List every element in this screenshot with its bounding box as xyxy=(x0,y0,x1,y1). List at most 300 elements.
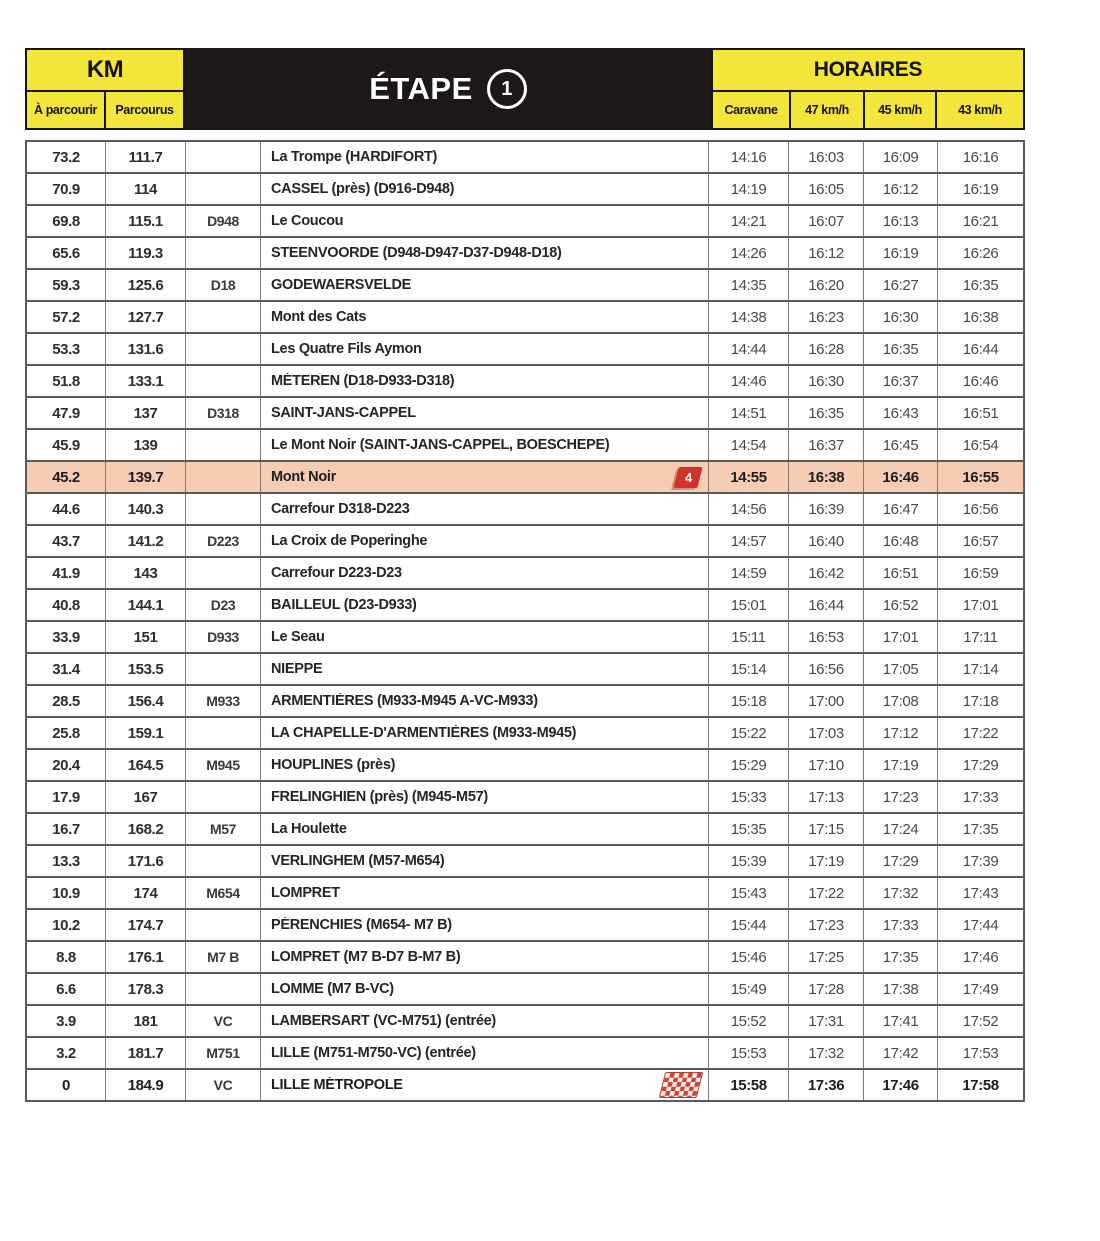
cell-road: M654 xyxy=(186,878,261,908)
cell-time-47kmh: 17:25 xyxy=(789,942,864,972)
cell-time-43kmh: 16:38 xyxy=(962,308,999,326)
cell-time-45kmh: 17:32 xyxy=(864,878,938,908)
location-label: LOMME (M7 B-VC) xyxy=(271,981,394,997)
cell-km-to-go: 0 xyxy=(27,1070,106,1100)
location-label: Le Mont Noir (SAINT-JANS-CAPPEL, BOESCHEPE) xyxy=(271,437,610,453)
table-row xyxy=(27,1070,1023,1100)
cell-km-to-go: 69.8 xyxy=(27,206,106,236)
cell-time-caravane: 15:52 xyxy=(709,1006,789,1036)
cell-km-done: 115.1 xyxy=(106,206,186,236)
column-header-45kmh: 45 km/h xyxy=(865,92,937,128)
cell-time-45kmh: 16:13 xyxy=(864,206,938,236)
cell-km-to-go: 10.9 xyxy=(27,878,106,908)
cell-km-to-go: 45.9 xyxy=(27,430,106,460)
location-label: NIEPPE xyxy=(271,661,323,677)
cell-road xyxy=(186,974,261,1004)
cell-km-done: 141.2 xyxy=(106,526,186,556)
cell-km-to-go: 31.4 xyxy=(27,654,106,684)
location-label: LILLE (M751-M750-VC) (entrée) xyxy=(271,1045,476,1061)
cell-road xyxy=(186,462,261,492)
cell-km-done: 151 xyxy=(106,622,186,652)
cell-km-to-go: 33.9 xyxy=(27,622,106,652)
cell-time-47kmh: 16:28 xyxy=(789,334,864,364)
location-label: VERLINGHEM (M57-M654) xyxy=(271,853,445,869)
cell-km-to-go: 73.2 xyxy=(27,142,106,172)
table-row xyxy=(27,334,1023,366)
table-row xyxy=(27,622,1023,654)
cell-km-done: 125.6 xyxy=(106,270,186,300)
location-label: Mont des Cats xyxy=(271,309,367,325)
cell-km-done: 127.7 xyxy=(106,302,186,332)
table-row xyxy=(27,302,1023,334)
cell-km-done: 159.1 xyxy=(106,718,186,748)
cell-time-45kmh: 17:46 xyxy=(864,1070,938,1100)
cell-time-45kmh: 16:47 xyxy=(864,494,938,524)
cell-location xyxy=(261,238,709,268)
cell-time-47kmh: 17:03 xyxy=(789,718,864,748)
location-label: GODEWAERSVELDE xyxy=(271,277,412,293)
cell-location xyxy=(261,270,709,300)
stage-number-circle-icon: 1 xyxy=(487,69,527,109)
cell-location xyxy=(261,686,709,716)
cell-road xyxy=(186,654,261,684)
cell-time-45kmh: 17:29 xyxy=(864,846,938,876)
table-row xyxy=(27,430,1023,462)
cell-time-caravane: 15:49 xyxy=(709,974,789,1004)
location-label: BAILLEUL (D23-D933) xyxy=(271,597,417,613)
cell-time-47kmh: 16:20 xyxy=(789,270,864,300)
cell-km-to-go: 51.8 xyxy=(27,366,106,396)
cell-time-45kmh: 17:19 xyxy=(864,750,938,780)
table-row xyxy=(27,1006,1023,1038)
cell-road xyxy=(186,494,261,524)
cell-location xyxy=(261,654,709,684)
cell-time-43kmh: 16:35 xyxy=(962,276,999,294)
cell-km-to-go: 47.9 xyxy=(27,398,106,428)
cell-location xyxy=(261,430,709,460)
cell-time-45kmh: 17:41 xyxy=(864,1006,938,1036)
cell-time-45kmh: 16:45 xyxy=(864,430,938,460)
cell-km-done: 181 xyxy=(106,1006,186,1036)
cell-time-caravane: 14:55 xyxy=(709,462,789,492)
table-row xyxy=(27,270,1023,302)
location-label: STEENVOORDE (D948-D947-D37-D948-D18) xyxy=(271,245,562,261)
cell-time-caravane: 14:59 xyxy=(709,558,789,588)
cell-km-done: 139.7 xyxy=(106,462,186,492)
cell-time-43kmh: 17:43 xyxy=(962,884,999,902)
cell-location xyxy=(261,878,709,908)
cell-time-43kmh: 16:21 xyxy=(962,212,999,230)
column-header-km-done: Parcourus xyxy=(115,103,174,117)
cell-km-done: 119.3 xyxy=(106,238,186,268)
cell-time-caravane: 14:35 xyxy=(709,270,789,300)
cell-time-47kmh: 17:00 xyxy=(789,686,864,716)
location-label: Mont Noir xyxy=(271,469,336,485)
cell-km-to-go: 44.6 xyxy=(27,494,106,524)
cell-time-caravane: 15:35 xyxy=(709,814,789,844)
cell-time-43kmh: 16:57 xyxy=(962,532,999,550)
cell-time-45kmh: 17:24 xyxy=(864,814,938,844)
cell-time-47kmh: 16:23 xyxy=(789,302,864,332)
cell-road xyxy=(186,238,261,268)
cell-time-45kmh: 17:01 xyxy=(864,622,938,652)
cell-km-done: 168.2 xyxy=(106,814,186,844)
cell-time-caravane: 14:57 xyxy=(709,526,789,556)
cell-location xyxy=(261,942,709,972)
horaires-header-block xyxy=(711,48,1025,130)
cell-time-47kmh: 17:32 xyxy=(789,1038,864,1068)
cell-km-to-go: 13.3 xyxy=(27,846,106,876)
table-row xyxy=(27,782,1023,814)
column-header-43kmh: 43 km/h xyxy=(958,103,1002,117)
table-row xyxy=(27,238,1023,270)
cell-road: M945 xyxy=(186,750,261,780)
cell-road: D933 xyxy=(186,622,261,652)
cell-time-47kmh: 16:37 xyxy=(789,430,864,460)
cell-road xyxy=(186,846,261,876)
cell-time-43kmh: 17:33 xyxy=(962,788,999,806)
cell-time-caravane: 14:26 xyxy=(709,238,789,268)
cell-time-43kmh: 17:46 xyxy=(962,948,999,966)
cell-km-to-go: 10.2 xyxy=(27,910,106,940)
cell-km-done: 114 xyxy=(106,174,186,204)
cell-time-caravane: 14:56 xyxy=(709,494,789,524)
location-label: La Croix de Poperinghe xyxy=(271,533,428,549)
cell-time-47kmh: 16:42 xyxy=(789,558,864,588)
cell-time-43kmh: 16:54 xyxy=(962,436,999,454)
cell-time-47kmh: 16:38 xyxy=(789,462,864,492)
cell-location xyxy=(261,206,709,236)
cell-km-done: 153.5 xyxy=(106,654,186,684)
table-row xyxy=(27,686,1023,718)
cell-time-45kmh: 17:12 xyxy=(864,718,938,748)
cell-time-45kmh: 16:09 xyxy=(864,142,938,172)
cell-time-47kmh: 17:31 xyxy=(789,1006,864,1036)
cell-road: M57 xyxy=(186,814,261,844)
cell-road: VC xyxy=(186,1006,261,1036)
cell-time-47kmh: 16:56 xyxy=(789,654,864,684)
location-label: CASSEL (près) (D916-D948) xyxy=(271,181,455,197)
cell-time-45kmh: 16:52 xyxy=(864,590,938,620)
cell-time-43kmh: 17:11 xyxy=(963,628,998,646)
cell-location xyxy=(261,846,709,876)
cell-road xyxy=(186,430,261,460)
cell-time-45kmh: 16:12 xyxy=(864,174,938,204)
cell-location xyxy=(261,1006,709,1036)
cell-time-47kmh: 17:23 xyxy=(789,910,864,940)
table-row xyxy=(27,142,1023,174)
table-body xyxy=(25,140,1025,1102)
cell-location xyxy=(261,750,709,780)
cell-time-47kmh: 16:30 xyxy=(789,366,864,396)
cell-km-done: 184.9 xyxy=(106,1070,186,1100)
cell-time-caravane: 15:39 xyxy=(709,846,789,876)
cell-km-to-go: 3.2 xyxy=(27,1038,106,1068)
cell-location xyxy=(261,1070,709,1100)
cell-location xyxy=(261,462,709,492)
cell-time-47kmh: 16:07 xyxy=(789,206,864,236)
cell-km-done: 111.7 xyxy=(106,142,186,172)
table-row xyxy=(27,174,1023,206)
cell-km-done: 164.5 xyxy=(106,750,186,780)
cell-km-to-go: 8.8 xyxy=(27,942,106,972)
table-row xyxy=(27,590,1023,622)
cell-location xyxy=(261,366,709,396)
cell-location xyxy=(261,718,709,748)
cell-road xyxy=(186,302,261,332)
cell-location xyxy=(261,302,709,332)
cell-km-done: 140.3 xyxy=(106,494,186,524)
cell-km-done: 181.7 xyxy=(106,1038,186,1068)
cell-time-43kmh: 16:26 xyxy=(962,244,999,262)
cell-time-45kmh: 17:05 xyxy=(864,654,938,684)
cell-km-done: 143 xyxy=(106,558,186,588)
cell-time-45kmh: 16:27 xyxy=(864,270,938,300)
cell-time-caravane: 15:44 xyxy=(709,910,789,940)
location-label: Carrefour D318-D223 xyxy=(271,501,410,517)
cell-time-caravane: 14:21 xyxy=(709,206,789,236)
cell-time-43kmh: 17:22 xyxy=(962,724,999,742)
finish-checkered-flag-icon xyxy=(659,1072,703,1098)
cell-time-43kmh: 17:58 xyxy=(962,1076,999,1094)
cell-km-to-go: 40.8 xyxy=(27,590,106,620)
cell-location xyxy=(261,398,709,428)
cell-time-43kmh: 17:14 xyxy=(962,660,999,678)
cell-time-caravane: 14:46 xyxy=(709,366,789,396)
cell-time-43kmh: 16:59 xyxy=(962,564,999,582)
cell-time-47kmh: 16:53 xyxy=(789,622,864,652)
cell-km-to-go: 28.5 xyxy=(27,686,106,716)
cell-time-43kmh: 17:44 xyxy=(962,916,999,934)
location-label: Les Quatre Fils Aymon xyxy=(271,341,422,357)
cell-time-43kmh: 17:18 xyxy=(962,692,999,710)
cell-location xyxy=(261,622,709,652)
cell-road xyxy=(186,366,261,396)
table-row xyxy=(27,750,1023,782)
table-row xyxy=(27,462,1023,494)
cell-time-47kmh: 17:10 xyxy=(789,750,864,780)
cell-km-to-go: 43.7 xyxy=(27,526,106,556)
cell-time-45kmh: 17:42 xyxy=(864,1038,938,1068)
cell-km-done: 131.6 xyxy=(106,334,186,364)
table-row xyxy=(27,366,1023,398)
location-label: FRELINGHIEN (près) (M945-M57) xyxy=(271,789,488,805)
cell-location xyxy=(261,910,709,940)
cell-time-caravane: 15:58 xyxy=(709,1070,789,1100)
cell-km-to-go: 16.7 xyxy=(27,814,106,844)
cell-time-45kmh: 16:35 xyxy=(864,334,938,364)
cell-km-to-go: 20.4 xyxy=(27,750,106,780)
cell-time-47kmh: 17:36 xyxy=(789,1070,864,1100)
cell-time-45kmh: 16:30 xyxy=(864,302,938,332)
cell-km-to-go: 6.6 xyxy=(27,974,106,1004)
cell-km-done: 171.6 xyxy=(106,846,186,876)
cell-time-43kmh: 17:29 xyxy=(962,756,999,774)
location-label: LAMBERSART (VC-M751) (entrée) xyxy=(271,1013,496,1029)
etape-label: ÉTAPE xyxy=(369,71,473,106)
cell-km-done: 176.1 xyxy=(106,942,186,972)
etape-banner xyxy=(185,48,711,130)
cell-time-caravane: 15:11 xyxy=(709,622,789,652)
cell-location xyxy=(261,590,709,620)
cell-time-45kmh: 16:48 xyxy=(864,526,938,556)
cell-road xyxy=(186,782,261,812)
cell-time-47kmh: 16:05 xyxy=(789,174,864,204)
km-title: KM xyxy=(27,50,183,92)
table-row xyxy=(27,558,1023,590)
cell-road xyxy=(186,558,261,588)
cell-time-47kmh: 17:13 xyxy=(789,782,864,812)
cell-time-47kmh: 17:19 xyxy=(789,846,864,876)
cell-road: D318 xyxy=(186,398,261,428)
location-label: ARMENTIÈRES (M933-M945 A-VC-M933) xyxy=(271,693,538,709)
location-label: HOUPLINES (près) xyxy=(271,757,396,773)
cell-time-47kmh: 17:15 xyxy=(789,814,864,844)
cell-location xyxy=(261,558,709,588)
location-label: Le Seau xyxy=(271,629,325,645)
column-header-47kmh: 47 km/h xyxy=(791,92,865,128)
cell-time-caravane: 15:53 xyxy=(709,1038,789,1068)
cell-time-45kmh: 16:43 xyxy=(864,398,938,428)
cell-location xyxy=(261,814,709,844)
cell-time-43kmh: 16:51 xyxy=(962,404,999,422)
cell-road xyxy=(186,910,261,940)
cell-time-caravane: 15:18 xyxy=(709,686,789,716)
cell-location xyxy=(261,782,709,812)
column-header-caravane: Caravane xyxy=(713,92,791,128)
cell-time-45kmh: 17:23 xyxy=(864,782,938,812)
cell-road: D23 xyxy=(186,590,261,620)
location-label: Le Coucou xyxy=(271,213,344,229)
cell-location xyxy=(261,974,709,1004)
cell-time-caravane: 15:22 xyxy=(709,718,789,748)
cell-time-45kmh: 17:38 xyxy=(864,974,938,1004)
cell-km-to-go: 41.9 xyxy=(27,558,106,588)
cell-location xyxy=(261,526,709,556)
cell-km-done: 174 xyxy=(106,878,186,908)
table-row xyxy=(27,878,1023,910)
table-row xyxy=(27,398,1023,430)
cell-km-to-go: 45.2 xyxy=(27,462,106,492)
cell-km-to-go: 57.2 xyxy=(27,302,106,332)
cell-time-43kmh: 17:35 xyxy=(962,820,999,838)
cell-road xyxy=(186,334,261,364)
cell-km-to-go: 53.3 xyxy=(27,334,106,364)
cell-km-done: 167 xyxy=(106,782,186,812)
location-label: SAINT-JANS-CAPPEL xyxy=(271,405,416,421)
cell-time-caravane: 15:01 xyxy=(709,590,789,620)
cell-time-47kmh: 16:44 xyxy=(789,590,864,620)
cell-time-45kmh: 16:37 xyxy=(864,366,938,396)
cell-time-43kmh: 16:55 xyxy=(962,468,999,486)
cell-road xyxy=(186,174,261,204)
table-row xyxy=(27,526,1023,558)
km-subheader xyxy=(27,92,183,128)
cell-time-caravane: 14:44 xyxy=(709,334,789,364)
cell-road xyxy=(186,718,261,748)
cell-km-to-go: 25.8 xyxy=(27,718,106,748)
table-row xyxy=(27,910,1023,942)
table-row xyxy=(27,654,1023,686)
cell-km-to-go: 59.3 xyxy=(27,270,106,300)
cell-km-to-go: 65.6 xyxy=(27,238,106,268)
table-row xyxy=(27,846,1023,878)
cell-time-43kmh: 16:44 xyxy=(962,340,999,358)
cell-time-caravane: 15:14 xyxy=(709,654,789,684)
cell-time-45kmh: 17:35 xyxy=(864,942,938,972)
category-4-climb-flag-icon: 4 xyxy=(673,467,702,488)
cell-time-caravane: 15:43 xyxy=(709,878,789,908)
cell-km-to-go: 70.9 xyxy=(27,174,106,204)
cell-road: D18 xyxy=(186,270,261,300)
location-label: MÉTEREN (D18-D933-D318) xyxy=(271,373,455,389)
cell-km-done: 137 xyxy=(106,398,186,428)
cell-time-caravane: 14:54 xyxy=(709,430,789,460)
cell-time-caravane: 14:16 xyxy=(709,142,789,172)
cell-time-43kmh: 17:39 xyxy=(962,852,999,870)
cell-time-43kmh: 16:46 xyxy=(962,372,999,390)
cell-location xyxy=(261,334,709,364)
cell-time-47kmh: 16:39 xyxy=(789,494,864,524)
table-header xyxy=(25,48,1025,130)
cell-km-done: 178.3 xyxy=(106,974,186,1004)
cell-time-47kmh: 17:28 xyxy=(789,974,864,1004)
cell-location xyxy=(261,174,709,204)
cell-km-to-go: 3.9 xyxy=(27,1006,106,1036)
cell-time-47kmh: 16:35 xyxy=(789,398,864,428)
location-label: LA CHAPELLE-D'ARMENTIÈRES (M933-M945) xyxy=(271,725,577,741)
cell-time-47kmh: 16:12 xyxy=(789,238,864,268)
table-row xyxy=(27,1038,1023,1070)
cell-km-done: 133.1 xyxy=(106,366,186,396)
table-row xyxy=(27,974,1023,1006)
cell-time-47kmh: 17:22 xyxy=(789,878,864,908)
location-label: LILLE MÉTROPOLE xyxy=(271,1077,403,1093)
location-label: PÉRENCHIES (M654- M7 B) xyxy=(271,917,452,933)
cell-road: D948 xyxy=(186,206,261,236)
table-row xyxy=(27,206,1023,238)
cell-time-45kmh: 16:46 xyxy=(864,462,938,492)
cell-location xyxy=(261,142,709,172)
cell-time-45kmh: 17:08 xyxy=(864,686,938,716)
cell-time-43kmh: 17:52 xyxy=(962,1012,999,1030)
cell-time-caravane: 15:29 xyxy=(709,750,789,780)
cell-time-caravane: 15:46 xyxy=(709,942,789,972)
location-label: La Houlette xyxy=(271,821,347,837)
cell-km-to-go: 17.9 xyxy=(27,782,106,812)
horaires-title: HORAIRES xyxy=(713,50,1023,92)
table-row xyxy=(27,942,1023,974)
location-label: Carrefour D223-D23 xyxy=(271,565,402,581)
column-header-km-to-go: À parcourir xyxy=(27,92,106,128)
cell-time-45kmh: 17:33 xyxy=(864,910,938,940)
cell-road: M7 B xyxy=(186,942,261,972)
cell-time-43kmh: 16:56 xyxy=(962,500,999,518)
location-label: LOMPRET (M7 B-D7 B-M7 B) xyxy=(271,949,461,965)
cell-time-47kmh: 16:40 xyxy=(789,526,864,556)
cell-road: D223 xyxy=(186,526,261,556)
cell-time-43kmh: 16:19 xyxy=(962,180,999,198)
cell-time-caravane: 14:19 xyxy=(709,174,789,204)
cell-location xyxy=(261,494,709,524)
cell-time-caravane: 14:51 xyxy=(709,398,789,428)
cell-time-45kmh: 16:51 xyxy=(864,558,938,588)
cell-time-43kmh: 17:49 xyxy=(962,980,999,998)
cell-km-done: 144.1 xyxy=(106,590,186,620)
cell-time-43kmh: 17:01 xyxy=(962,596,999,614)
table-row xyxy=(27,494,1023,526)
cell-location xyxy=(261,1038,709,1068)
